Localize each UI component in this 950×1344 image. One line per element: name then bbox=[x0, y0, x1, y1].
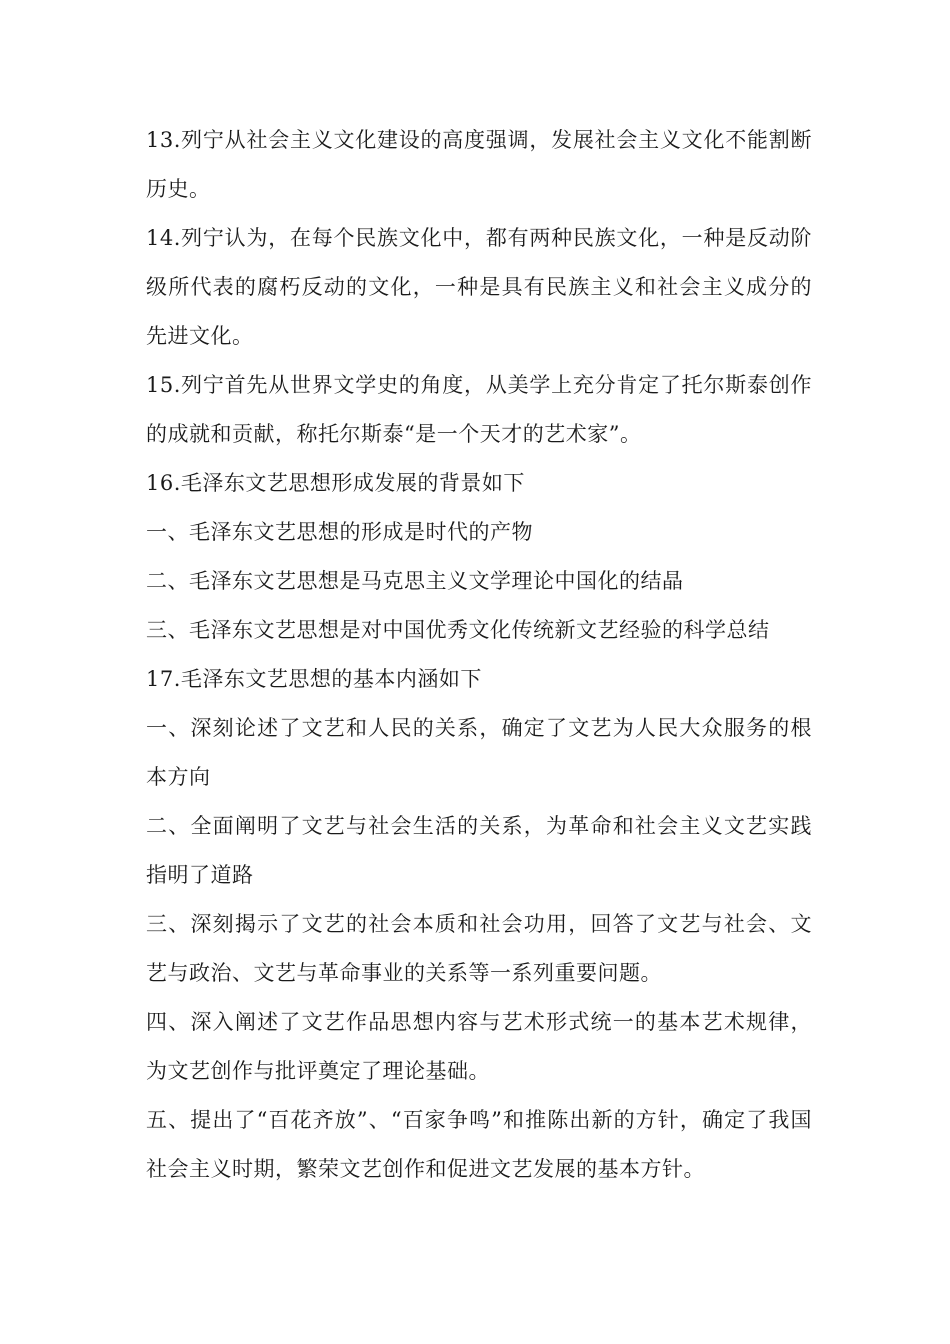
paragraph-16-item-2: 二、毛泽东文艺思想是马克思主义文学理论中国化的结晶 bbox=[146, 569, 684, 593]
paragraph-16-item-1: 一、毛泽东文艺思想的形成是时代的产物 bbox=[146, 520, 533, 544]
paragraph-14: 14.列宁认为，在每个民族文化中，都有两种民族文化，一种是反动阶级所代表的腐朽反动的文化，一种是具有民族主义和社会主义成分的先进文化。 bbox=[146, 226, 812, 348]
paragraph-17-heading: 17.毛泽东文艺思想的基本内涵如下 bbox=[146, 667, 482, 691]
document-body bbox=[146, 116, 812, 1194]
paragraph-17-item-2: 二、全面阐明了文艺与社会生活的关系，为革命和社会主义文艺实践指明了道路 bbox=[146, 814, 812, 887]
paragraph-13: 13.列宁从社会主义文化建设的高度强调，发展社会主义文化不能割断历史。 bbox=[146, 128, 812, 201]
paragraph-16-heading: 16.毛泽东文艺思想形成发展的背景如下 bbox=[146, 471, 525, 495]
paragraph-15: 15.列宁首先从世界文学史的角度，从美学上充分肯定了托尔斯泰创作的成就和贡献，称托尔斯泰“是一个天才的艺术家”。 bbox=[146, 373, 812, 446]
paragraph-17-item-1: 一、深刻论述了文艺和人民的关系，确定了文艺为人民大众服务的根本方向 bbox=[146, 716, 812, 789]
paragraph-17-item-4: 四、深入阐述了文艺作品思想内容与艺术形式统一的基本艺术规律，为文艺创作与批评奠定了理论基础。 bbox=[146, 1010, 812, 1083]
paragraph-16-item-3: 三、毛泽东文艺思想是对中国优秀文化传统新文艺经验的科学总结 bbox=[146, 618, 770, 642]
paragraph-17-item-3: 三、深刻揭示了文艺的社会本质和社会功用，回答了文艺与社会、文艺与政治、文艺与革命事业的关系等一系列重要问题。 bbox=[146, 912, 812, 985]
paragraph-17-item-5: 五、提出了“百花齐放”、“百家争鸣”和推陈出新的方针，确定了我国社会主义时期，繁荣文艺创作和促进文艺发展的基本方针。 bbox=[146, 1108, 812, 1181]
